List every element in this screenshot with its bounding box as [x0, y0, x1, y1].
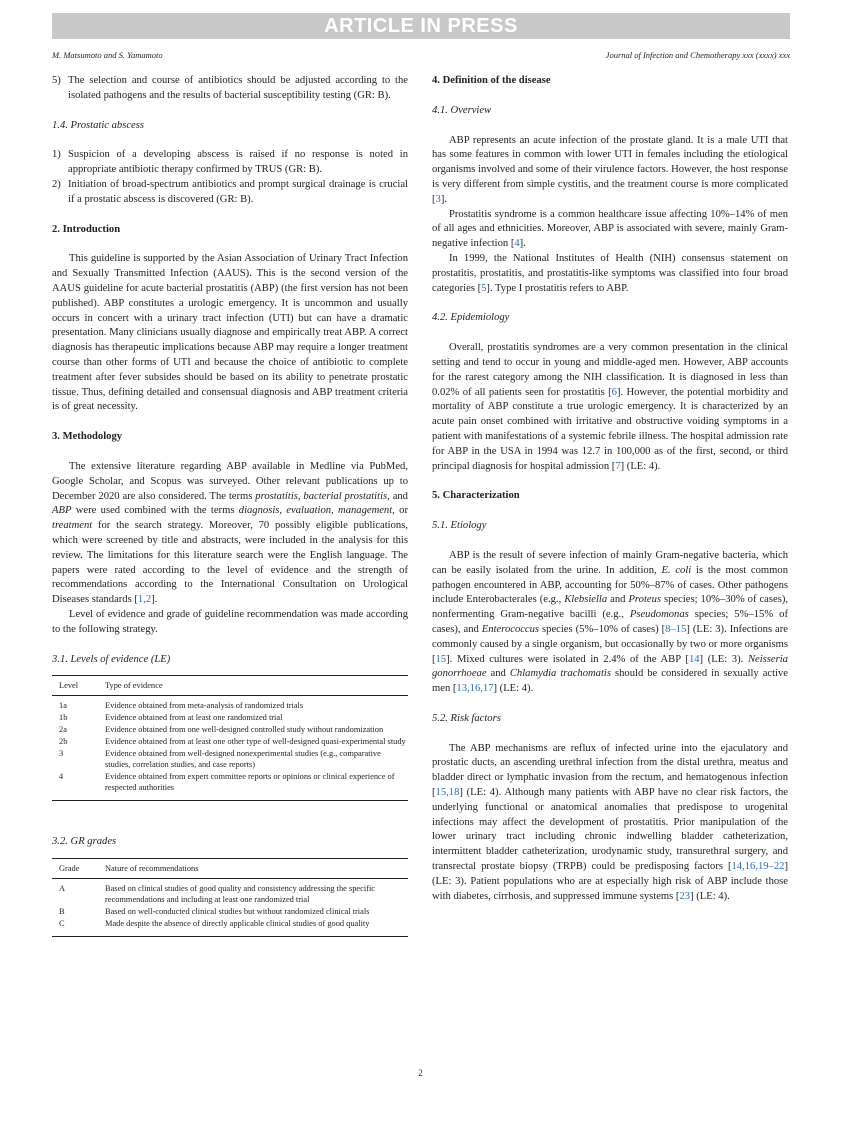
table-row: C Made despite the absence of directly applicable clinical studies of good quality [52, 917, 408, 937]
item-number: 5) [52, 75, 61, 86]
recommendation-item-5 [52, 74, 408, 104]
reference-link[interactable]: 14 [688, 653, 700, 665]
abscess-item-2 [52, 178, 408, 208]
reference-link[interactable]: 3 [435, 193, 441, 205]
page-number: 2 [418, 1068, 423, 1078]
table-row: 3 Evidence obtained from well-designed nonexperimental studies (e.g., comparative studies, correlation studies, and case reports) [59, 749, 381, 770]
left-column [52, 74, 408, 937]
section-heading-etiology: 5.1. Etiology [432, 520, 487, 532]
section-heading-methodology: 3. Methodology [52, 431, 123, 443]
section-heading-definition: 4. Definition of the disease [432, 75, 551, 86]
item-number: 1) [52, 149, 61, 161]
methodology-paragraph-2: Level of evidence and grade of guideline recommendation was made according to the following strategy. [52, 608, 408, 635]
table-row: 2b Evidence obtained from at least one other type of well-designed quasi-experimental study [59, 737, 406, 747]
overview-paragraph-1: ABP represents an acute infection of the prostate gland. It is a male UTI that has some features in common with lower UTI in females including the etiological organisms involved and some of their virulence factors. However, the host response is very different from simple cystitis, and the treatment course is more complicated [3]. [432, 134, 788, 205]
reference-link[interactable]: 15 [435, 653, 447, 665]
reference-link[interactable]: 5 [481, 282, 487, 294]
abscess-item-1 [52, 148, 408, 178]
item-text: Initiation of broad-spectrum antibiotics and prompt surgical drainage is crucial if a prostatic abscess is discovered (GR: B). [68, 178, 408, 205]
section-heading-overview: 4.1. Overview [432, 104, 492, 116]
section-heading-levels-of-evidence: 3.1. Levels of evidence (LE) [52, 653, 171, 665]
article-in-press-banner: ARTICLE IN PRESS [52, 13, 790, 39]
table-row: 1b Evidence obtained from at least one randomized trial [59, 713, 283, 723]
item-number: 2) [52, 178, 61, 190]
reference-link[interactable]: 7 [615, 460, 621, 472]
running-header-journal: Journal of Infection and Chemotherapy xxx (xxxx) xxx [605, 50, 790, 60]
column-header-grade: Grade [52, 859, 105, 879]
reference-link[interactable]: 8–15 [665, 623, 687, 635]
item-text: The selection and course of antibiotics should be adjusted according to the isolated pathogens and the results of bacterial susceptibility testing (GR: B). [68, 75, 408, 101]
reference-link[interactable]: 1,2 [137, 594, 152, 606]
column-header-nature: Nature of recommendations [105, 859, 408, 879]
table-row: 4 Evidence obtained from expert committee reports or opinions or clinical experience of respected authorities [52, 770, 408, 801]
reference-link[interactable]: 15,18 [435, 787, 460, 799]
table-row: 2a Evidence obtained from one well-designed controlled study without randomization [59, 725, 384, 735]
reference-link[interactable]: 14,16,19–22 [731, 861, 785, 873]
reference-link[interactable]: 23 [679, 890, 691, 902]
column-header-type: Type of evidence [105, 676, 408, 696]
section-heading-risk-factors: 5.2. Risk factors [432, 712, 501, 724]
gr-grades-table [52, 858, 408, 937]
introduction-paragraph: This guideline is supported by the Asian Association of Urinary Tract Infection and Sexually Transmitted Infection (AAUS). This is the second version of the AAUS guideline for acute bacterial prostatitis (ABP) (the first version has not been published). ABP constitutes a urologic emergency. It is uncommon and usually occurs in concert with a urinary tract infection (UTI) but can have a dramatic presentation. Many clinicians usually diagnose and empirically treat ABP. A correct diagnosis has therapeutic implications because ABP may require a longer treatment course than other forms of UTI and because the choice of antibiotic to complete treatment after fever subsides should be based on its ability to penetrate prostatic tissue. Thus, defining detailed and consensual diagnosis and ABP treatment criteria is of great necessity. [52, 253, 408, 413]
column-header-level: Level [52, 676, 105, 696]
table-row: A Based on clinical studies of good quality and consistency addressing the specific recommendations and including at least one randomized trial [59, 884, 376, 905]
epidemiology-paragraph: Overall, prostatitis syndromes are a very common presentation in the clinical setting and tend to occur in young and middle-aged men. However, ABP accounts for the rarest category among the NIH classification. It is diagnosed in less than 0.02% of all patients seen for prostatitis [6]. However, the potential morbidity and mortality of ABP constitute a true urologic emergency. It is characterized by an acute pain onset combined with irritative and obstructive voiding symptoms in a patient with manifestations of a systemic febrile illness. The hospital admission rate for ABP in the USA in 1994 was 12.7 in 100,000 as of the first, second, or third principal diagnosis for hospital admission [7] (LE: 4). [432, 342, 789, 472]
section-heading-gr-grades: 3.2. GR grades [52, 836, 117, 848]
section-heading-epidemiology: 4.2. Epidemiology [432, 312, 510, 324]
right-column [432, 74, 788, 904]
reference-link[interactable]: 4 [514, 238, 520, 250]
table-row: 1a Evidence obtained from meta-analysis of randomized trials [59, 701, 304, 711]
levels-of-evidence-table [52, 675, 408, 801]
overview-paragraph-2: Prostatitis syndrome is a common healthcare issue affecting 10%–14% of men of all ages and ethnicities. Moreover, ABP is associated with severe, mainly Gram-negative infection [4]. [432, 208, 788, 250]
risk-factors-paragraph: The ABP mechanisms are reflux of infected urine into the ejaculatory and prostatic ducts, an ascending urethral infection from the distal urethra, meatus and bladder direct or lymphatic invasion from the rectum, and hematogenous infection [15,18] (LE: 4). Although many patients with ABP have no clear risk factors, the underlying functional or anatomical anomalies that predispose to urogenital infections may affect the development of prostatitis. Prior manipulation of the lower urinary tract including chronic indwelling bladder catheterization, intermittent bladder catheterization, urodynamic study, transurethral surgery, and transrectal prostate biopsy (TRPB) could be predisposing factors [14,16,19–22] (LE: 3). Patient populations who are at especially high risk of ABP include those with diabetes, cirrhosis, and suppressed immune systems [23] (LE: 4). [432, 742, 788, 902]
section-heading-characterization: 5. Characterization [432, 490, 520, 502]
methodology-paragraph-1: The extensive literature regarding ABP available in Medline via PubMed, Google Scholar, and Scopus was surveyed. Other relevant publications up to December 2020 are also considered. The terms prostatitis, bacterial prostatitis, and ABP were used combined with the terms diagnosis, evaluation, management, or treatment for the search strategy. Moreover, 70 possibly eligible publications, which were screened by title and abstracts, were included in the analysis for this review. The limitations for this literature search were the English language. The papers were rated according to the level of evidence and the strength of recommendations according to the International Consultation on Urological Diseases standards [1,2]. [52, 460, 408, 606]
overview-paragraph-3: In 1999, the National Institutes of Health (NIH) consensus statement on prostatitis, prostatitis, and prostatitis-like symptoms was classified into four broad categories [5]. Type I prostatitis refers to ABP. [432, 252, 788, 294]
reference-link[interactable]: 13,16,17 [456, 683, 494, 695]
running-header-authors: M. Matsumoto and S. Yamamoto [52, 50, 163, 60]
table-row: B Based on well-conducted clinical studies but without randomized clinical trials [59, 907, 370, 917]
etiology-paragraph: ABP is the result of severe infection of mainly Gram-negative bacteria, which can be easily isolated from the urine. In addition, E. coli is the most common pathogen encountered in ABP, accounting for 50%–87% of cases. Other pathogens include Enterobacterales (e.g., Klebsiella and Proteus species; 10%–30% of cases), nonfermenting Gram-negative bacilli (e.g., Pseudomonas species; 5%–15% of cases), and Enterococcus species (5%–10% of cases) [8–15] (LE: 3). Infections are commonly caused by a single organism, but occasionally by two or more organisms [15]. Mixed cultures were isolated in 2.4% of the ABP [14] (LE: 3). Neisseria gonorrhoeae and Chlamydia trachomatis should be considered in sexually active men [13,16,17] (LE: 4). [432, 549, 789, 695]
section-heading-prostatic-abscess: 1.4. Prostatic abscess [52, 119, 145, 131]
reference-link[interactable]: 6 [611, 386, 617, 398]
item-text: Suspicion of a developing abscess is raised if no response is noted in appropriate antibiotic therapy confirmed by TRUS (GR: B). [68, 149, 408, 176]
section-heading-introduction: 2. Introduction [52, 223, 121, 235]
